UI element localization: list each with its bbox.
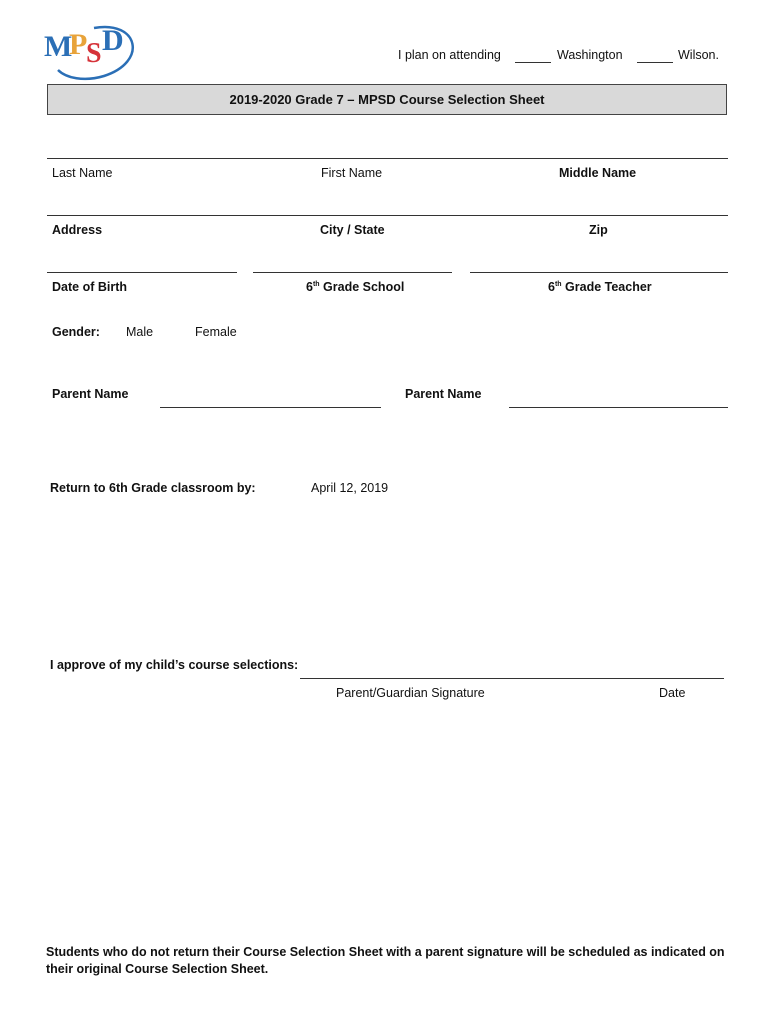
first-name-label: First Name xyxy=(321,166,383,180)
logo-letter-m: M xyxy=(44,30,73,63)
attend-option-washington: Washington xyxy=(557,48,623,62)
attend-option-wilson: Wilson. xyxy=(678,48,719,62)
address-label: Address xyxy=(52,223,103,237)
city-state-label: City / State xyxy=(320,223,385,237)
gender-option-male[interactable]: Male xyxy=(126,325,154,339)
page-title: 2019-2020 Grade 7 – MPSD Course Selection Sheet xyxy=(47,84,727,115)
dob-label: Date of Birth xyxy=(52,280,127,294)
attend-prefix: I plan on attending xyxy=(398,48,501,62)
footer-line-1: Students who do not return their Course Selection Sheet with a parent signature will be scheduled as indicated on xyxy=(46,945,725,959)
signature-caption: Parent/Guardian Signature xyxy=(336,686,485,700)
parent-name-label-2: Parent Name xyxy=(405,387,482,401)
zip-label: Zip xyxy=(589,223,608,237)
logo-letter-s: S xyxy=(86,38,102,69)
signature-line[interactable] xyxy=(300,678,724,679)
school-label: 6th Grade School xyxy=(306,280,405,294)
teacher-label: 6th Grade Teacher xyxy=(548,280,652,294)
attend-blank-wilson[interactable] xyxy=(637,62,673,63)
gender-option-female[interactable]: Female xyxy=(195,325,237,339)
parent-name-label-1: Parent Name xyxy=(52,387,129,401)
approval-label: I approve of my child’s course selections: xyxy=(50,658,299,672)
logo-letter-p: P xyxy=(69,28,88,61)
school-line[interactable] xyxy=(253,272,452,273)
gender-label: Gender: xyxy=(52,325,100,339)
name-line[interactable] xyxy=(47,158,728,159)
mpsd-logo xyxy=(44,22,142,84)
middle-name-label: Middle Name xyxy=(559,166,637,180)
parent-name-line-2[interactable] xyxy=(509,407,728,408)
return-date: April 12, 2019 xyxy=(311,481,389,495)
attend-blank-washington[interactable] xyxy=(515,62,551,63)
dob-line[interactable] xyxy=(47,272,237,273)
last-name-label: Last Name xyxy=(52,166,113,180)
footer-line-2: their original Course Selection Sheet. xyxy=(46,962,269,976)
address-line[interactable] xyxy=(47,215,728,216)
return-label: Return to 6th Grade classroom by: xyxy=(50,481,256,495)
logo-letter-d: D xyxy=(102,24,124,57)
date-caption: Date xyxy=(659,686,686,700)
teacher-line[interactable] xyxy=(470,272,728,273)
parent-name-line-1[interactable] xyxy=(160,407,381,408)
